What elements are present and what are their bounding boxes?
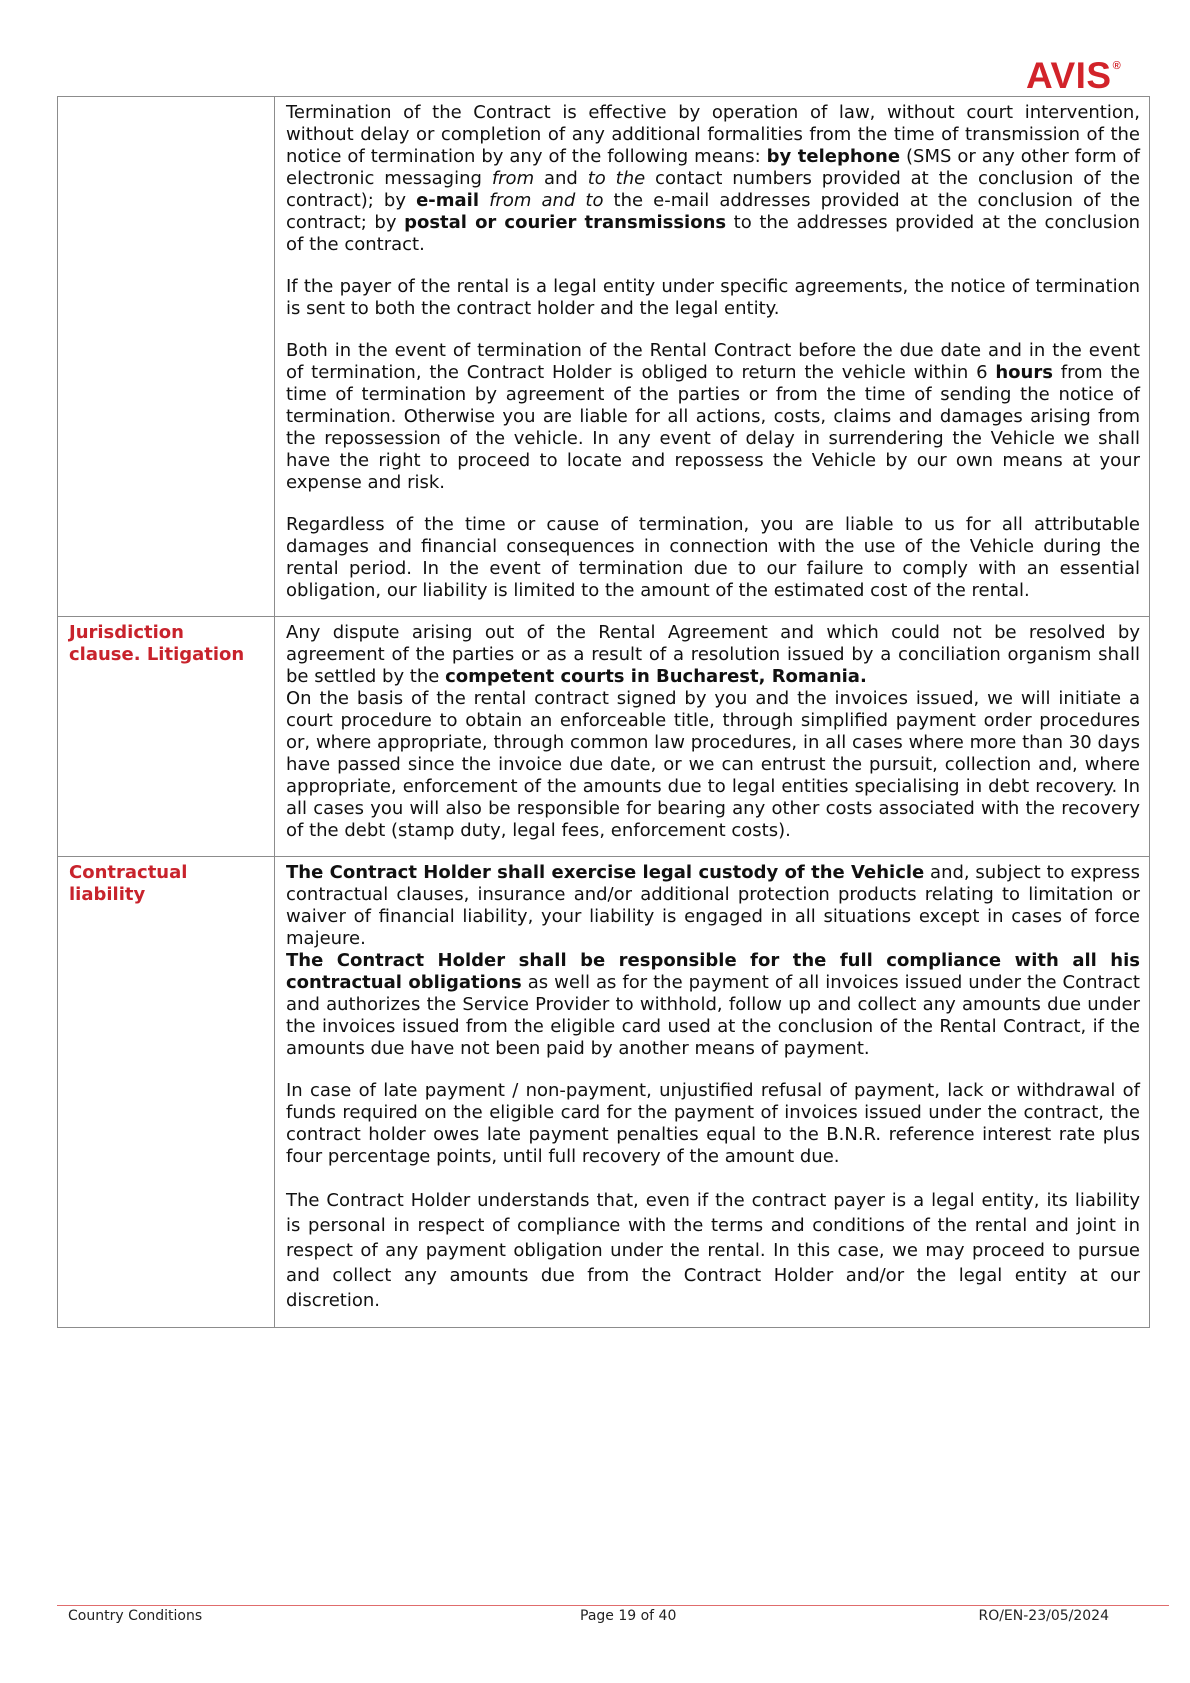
text-run: (SMS or any other form of electronic messaging <box>286 146 1140 189</box>
bold-text: by telephone <box>766 146 901 167</box>
paragraph <box>286 1080 1140 1168</box>
logo-text: AVIS <box>1026 55 1112 96</box>
text-run: Termination of the Contract is effective by operation of law, without court intervention, without delay or completion of any additional formalities from the time of transmission of the notice of termination by any of the following means: <box>286 102 1140 167</box>
footer-version: RO/EN-23/05/2024 <box>978 1608 1109 1624</box>
row-label-cell <box>58 857 275 1328</box>
terms-table-body <box>58 97 1150 1328</box>
text-run: If the payer of the rental is a legal entity under specific agreements, the notice of termination is sent to both the contract holder and the legal entity. <box>286 276 1140 319</box>
text-run: Any dispute arising out of the Rental Agreement and which could not be resolved by agreement of the parties or as a result of a resolution issued by a conciliation organism shall be settled by the <box>286 622 1140 687</box>
text-run: Regardless of the time or cause of termination, you are liable to us for all attributable damages and financial consequences in connection with the use of the Vehicle during the rental period. In the event of termination due to our failure to comply with an essential obligation, our liability is limited to the amount of the estimated cost of the rental. <box>286 514 1140 601</box>
text-run: Both in the event of termination of the Rental Contract before the due date and in the event of termination, the Contract Holder is obliged to return the vehicle within 6 <box>286 340 1140 383</box>
paragraph <box>286 688 1140 842</box>
text-run: On the basis of the rental contract signed by you and the invoices issued, we will initiate a court procedure to obtain an enforceable title, through simplified payment order procedures or, where appropriate, through common law procedures, in all cases where more than 30 days have passed since the invoice due date, or we can entrust the pursuit, collection and, where appropriate, enforcement of the amounts due to legal entities specialising in debt recovery. In all cases you will also be responsible for bearing any other costs associated with the recovery of the debt (stamp duty, legal fees, enforcement costs). <box>286 688 1140 841</box>
table-row <box>58 97 1150 617</box>
text-run: and, subject to express contractual clauses, insurance and/or additional protection products relating to limitation or waiver of financial liability, your liability is engaged in all situations except in cases of force majeure. <box>286 862 1140 949</box>
text-run: the e-mail addresses provided at the conclusion of the contract; by <box>286 190 1140 233</box>
section-label: Jurisdiction clause. Litigation <box>69 622 245 665</box>
paragraph <box>286 622 1140 688</box>
bold-text: The Contract Holder shall be responsible for the full compliance with all his contractual obligations <box>286 950 1140 993</box>
paragraph <box>286 1188 1140 1313</box>
text-run <box>479 190 489 211</box>
text-run: as well as for the payment of all invoices issued under the Contract and authorizes the Service Provider to withhold, follow up and collect any amounts due under the invoices issued from the eligible card used at the conclusion of the Rental Contract, if the amounts due have not been paid by another means of payment. <box>286 972 1140 1059</box>
section-label: Contractual liability <box>69 862 188 905</box>
row-content-cell <box>275 617 1150 857</box>
text-run: In case of late payment / non-payment, unjustified refusal of payment, lack or withdrawal of funds required on the eligible card for the payment of invoices issued under the contract, the contract holder owes late payment penalties equal to the B.N.R. reference interest rate plus four percentage points, until full recovery of the amount due. <box>286 1080 1140 1167</box>
paragraph <box>286 102 1140 256</box>
row-label-cell <box>58 617 275 857</box>
text-run: to the addresses provided at the conclusion of the contract. <box>286 212 1140 255</box>
terms-table <box>57 96 1150 1328</box>
paragraph <box>286 862 1140 950</box>
footer-rule <box>57 1605 1169 1606</box>
footer-document-name: Country Conditions <box>68 1608 203 1624</box>
bold-text: The Contract Holder shall exercise legal custody of the Vehicle <box>286 862 925 883</box>
avis-logo <box>1026 57 1121 94</box>
text-run: from the time of termination by agreement of the parties or from the time of sending the notice of termination. Otherwise you are liable for all actions, costs, claims and damages arising from the repossession of the vehicle. In any event of delay in surrendering the Vehicle we shall have the right to proceed to locate and repossess the Vehicle by our own means at your expense and risk. <box>286 362 1141 493</box>
italic-text: from <box>491 168 535 189</box>
italic-text: from and to <box>489 190 604 211</box>
table-row <box>58 857 1150 1328</box>
text-run: contact numbers provided at the conclusion of the contract); by <box>286 168 1141 211</box>
row-content-cell <box>275 97 1150 617</box>
text-run: The Contract Holder understands that, even if the contract payer is a legal entity, its liability is personal in respect of compliance with the terms and conditions of the rental and joint in respect of any payment obligation under the rental. In this case, we may proceed to pursue and collect any amounts due from the Contract Holder and/or the legal entity at our discretion. <box>286 1190 1140 1311</box>
table-row <box>58 617 1150 857</box>
italic-text: to the <box>587 168 646 189</box>
paragraph <box>286 276 1140 320</box>
row-label-cell <box>58 97 275 617</box>
footer-page-number: Page 19 of 40 <box>580 1608 677 1624</box>
registered-trademark-mark: ® <box>1112 60 1121 72</box>
paragraph <box>286 340 1140 494</box>
text-run: and <box>534 168 588 189</box>
bold-text: e-mail <box>416 190 480 211</box>
paragraph <box>286 514 1140 602</box>
bold-text: postal or courier transmissions <box>404 212 727 233</box>
paragraph <box>286 950 1140 1060</box>
bold-text: hours <box>995 362 1053 383</box>
row-content-cell <box>275 857 1150 1328</box>
bold-text: competent courts in Bucharest, Romania. <box>445 666 867 687</box>
